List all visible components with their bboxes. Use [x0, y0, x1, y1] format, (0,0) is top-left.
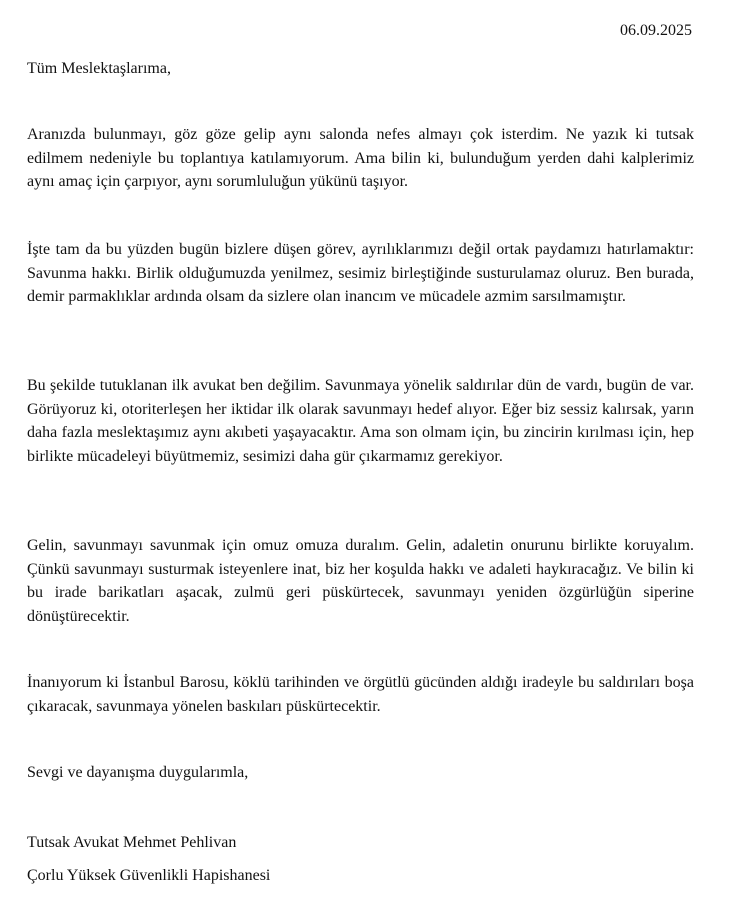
letter-closing: Sevgi ve dayanışma duygularımla,: [27, 764, 249, 781]
letter-paragraph-1: Aranızda bulunmayı, göz göze gelip aynı salonda nefes almayı çok isterdim. Ne yazık ki tutsak edilmem nedeniyle bu toplantıya katılamıyorum. Ama bilin ki, bulunduğum yerden dahi kalplerimiz aynı amaç için çarpıyor, aynı sorumluluğun yükünü taşıyor.: [27, 126, 694, 190]
letter-paragraph-4: Gelin, savunmayı savunmak için omuz omuza duralım. Gelin, adaletin onurunu birlikte koruyalım. Çünkü savunmayı susturmak isteyenlere inat, biz her koşulda hakkı ve adaleti haykıracağız. Ve bilin ki bu irade barikatları aşacak, zulmü geri püskürtecek, savunmayı yeniden özgürlüğün siperine dönüştürecektir.: [27, 537, 694, 625]
signature-name: Tutsak Avukat Mehmet Pehlivan: [27, 834, 237, 851]
letter-salutation: Tüm Meslektaşlarıma,: [27, 60, 171, 77]
letter-paragraph-5: İnanıyorum ki İstanbul Barosu, köklü tarihinden ve örgütlü gücünden aldığı iradeyle bu saldırıları boşa çıkaracak, savunmaya yönelen baskıları püskürtecektir.: [27, 674, 694, 715]
letter-paragraph-3: Bu şekilde tutuklanan ilk avukat ben değilim. Savunmaya yönelik saldırılar dün de vardı, bugün de var. Görüyoruz ki, otoriterleşen her iktidar ilk olarak savunmayı hedef alıyor. Eğer biz sessiz kalırsak, yarın daha fazla meslektaşımız aynı akıbeti yaşayacaktır. Ama son olmam için, bu zincirin kırılması için, hep birlikte mücadeleyi büyütmemiz, sesimizi daha gür çıkarmamız gerekiyor.: [27, 377, 694, 465]
letter-date: 06.09.2025: [620, 22, 692, 39]
letter-paragraph-2: İşte tam da bu yüzden bugün bizlere düşen görev, ayrılıklarımızı değil ortak paydamızı hatırlamaktır: Savunma hakkı. Birlik olduğumuzda yenilmez, sesimiz birleştiğinde susturulamaz oluruz. Ben burada, demir parmaklıklar ardında olsam da sizlere olan inancım ve mücadele azmim sarsılmamıştır.: [27, 241, 694, 305]
signature-place: Çorlu Yüksek Güvenlikli Hapishanesi: [27, 867, 271, 884]
